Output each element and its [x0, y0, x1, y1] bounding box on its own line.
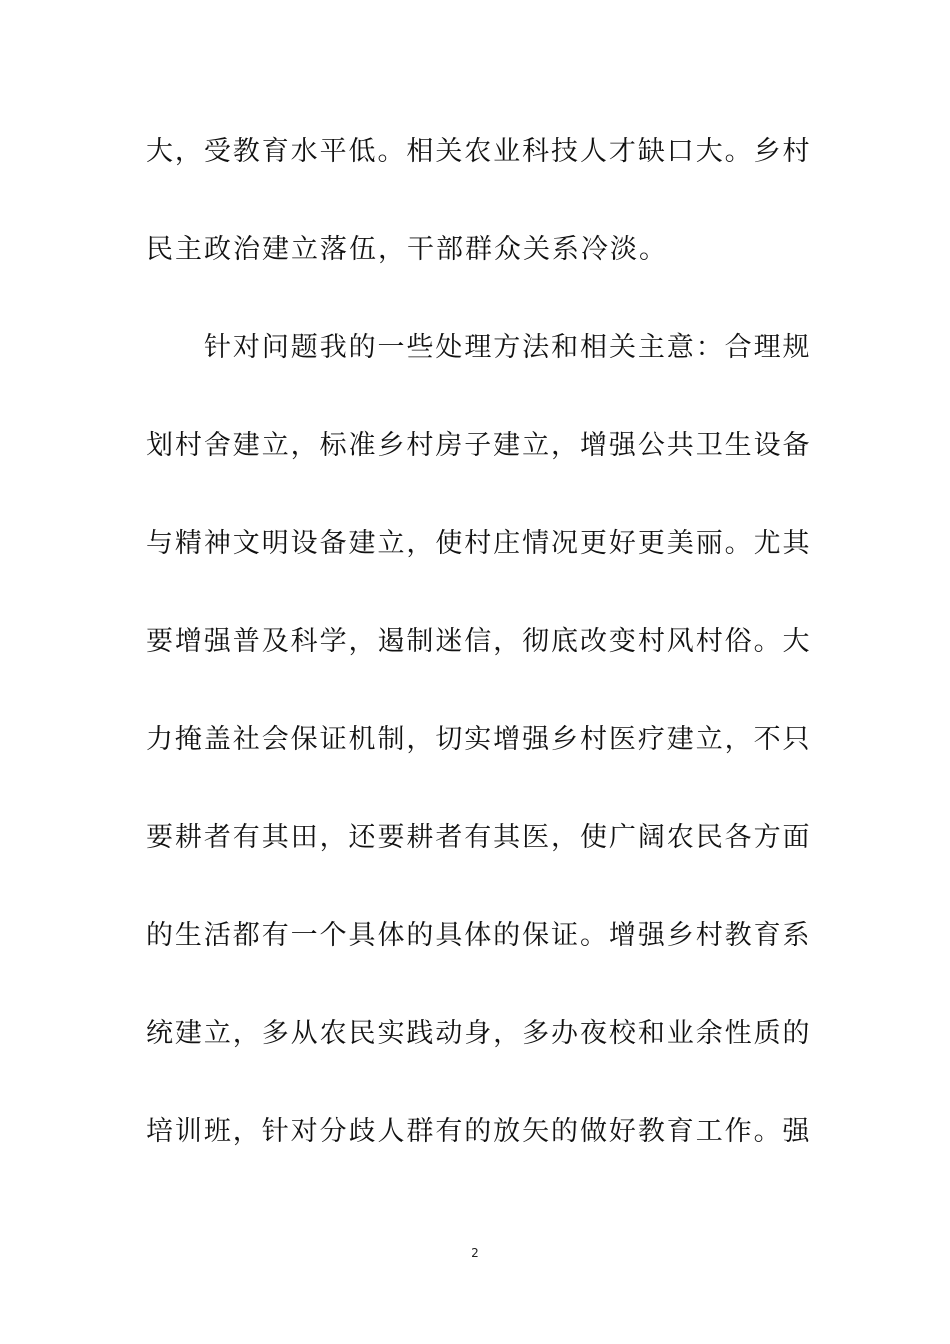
text-line-9: 的生活都有一个具体的具体的保证。增强乡村教育系: [146, 920, 810, 951]
text-line-4: 划村舍建立，标准乡村房子建立，增强公共卫生设备: [146, 430, 810, 461]
text-line-7: 力掩盖社会保证机制，切实增强乡村医疗建立，不只: [146, 724, 810, 755]
text-line-10: 统建立，多从农民实践动身，多办夜校和业余性质的: [146, 1018, 810, 1049]
body-text: [146, 128, 810, 1206]
text-line-3: 针对问题我的一些处理方法和相关主意：合理规: [204, 332, 810, 363]
text-line-6: 要增强普及科学，遏制迷信，彻底改变村风村俗。大: [146, 626, 810, 657]
text-line-2: 民主政治建立落伍，干部群众关系冷淡。: [146, 234, 668, 265]
page-number: 2: [471, 1246, 479, 1260]
text-line-1: 大，受教育水平低。相关农业科技人才缺口大。乡村: [146, 136, 810, 167]
text-line-8: 要耕者有其田，还要耕者有其医，使广阔农民各方面: [146, 822, 810, 853]
text-line-11: 培训班，针对分歧人群有的放矢的做好教育工作。强: [146, 1116, 810, 1147]
text-line-5: 与精神文明设备建立，使村庄情况更好更美丽。尤其: [146, 528, 810, 559]
